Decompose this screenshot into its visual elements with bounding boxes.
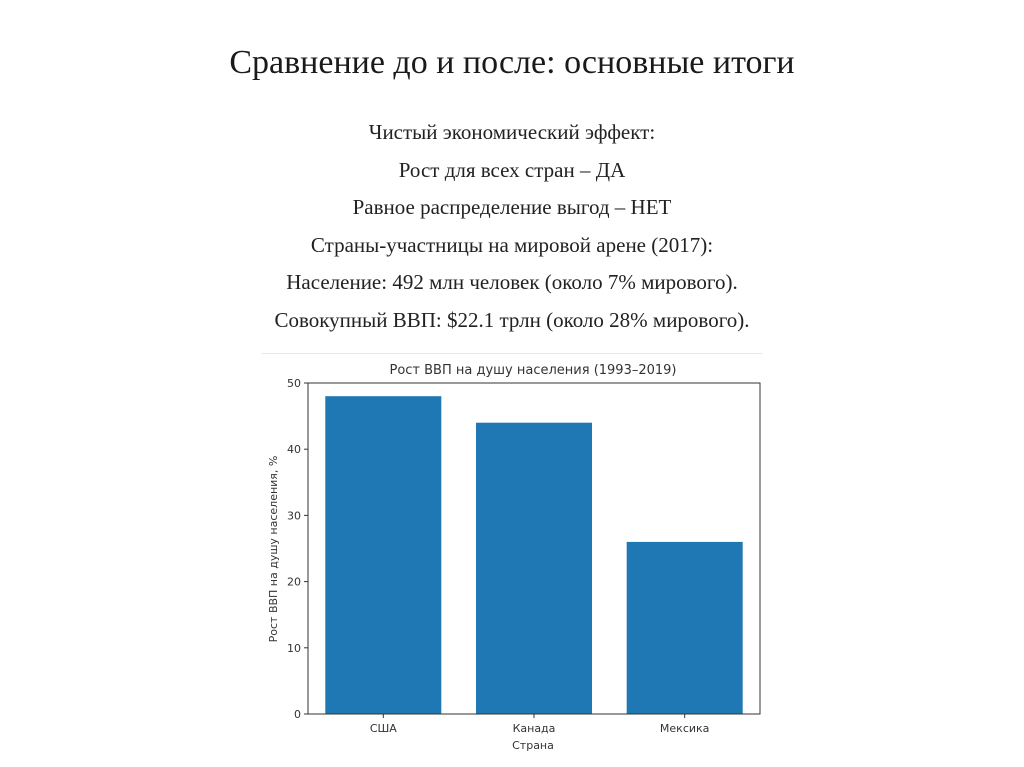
y-tick-label: 20 bbox=[287, 575, 301, 589]
plot-area bbox=[287, 377, 760, 735]
summary-line-distribution: Равное распределение выгод – НЕТ bbox=[352, 195, 672, 219]
summary-line-population: Население: 492 млн человек (около 7% мирового). bbox=[286, 270, 738, 294]
y-tick-label: 50 bbox=[287, 377, 301, 390]
summary-line-gdp: Совокупный ВВП: $22.1 трлн (около 28% мирового). bbox=[274, 307, 750, 332]
summary-line-growth: Рост для всех стран – ДА bbox=[398, 157, 626, 182]
bar-2 bbox=[476, 423, 592, 714]
chart-title: Рост ВВП на душу населения (1993–2019) bbox=[389, 363, 677, 378]
x-axis-label: Страна bbox=[512, 739, 554, 752]
chart-canvas bbox=[262, 353, 762, 767]
slide-title: Сравнение до и после: основные итоги bbox=[229, 44, 795, 81]
summary-line-members: Страны-участницы на мировой арене (2017): bbox=[310, 232, 714, 257]
summary-line-net-effect: Чистый экономический эффект: bbox=[368, 120, 656, 144]
y-tick-label: 30 bbox=[287, 509, 301, 523]
bar-3 bbox=[627, 542, 743, 714]
summary-lines bbox=[0, 114, 1024, 339]
y-axis-label: Рост ВВП на душу населения, % bbox=[267, 455, 280, 643]
y-tick-label: 0 bbox=[294, 708, 301, 721]
gdp-growth-chart bbox=[262, 353, 762, 767]
x-tick-label: Канада bbox=[512, 722, 556, 735]
y-tick-label: 10 bbox=[287, 641, 301, 655]
x-tick-label: Мексика bbox=[659, 722, 710, 735]
x-tick-label: США bbox=[369, 722, 397, 735]
bar-1 bbox=[325, 396, 441, 714]
y-tick-label: 40 bbox=[287, 443, 301, 457]
